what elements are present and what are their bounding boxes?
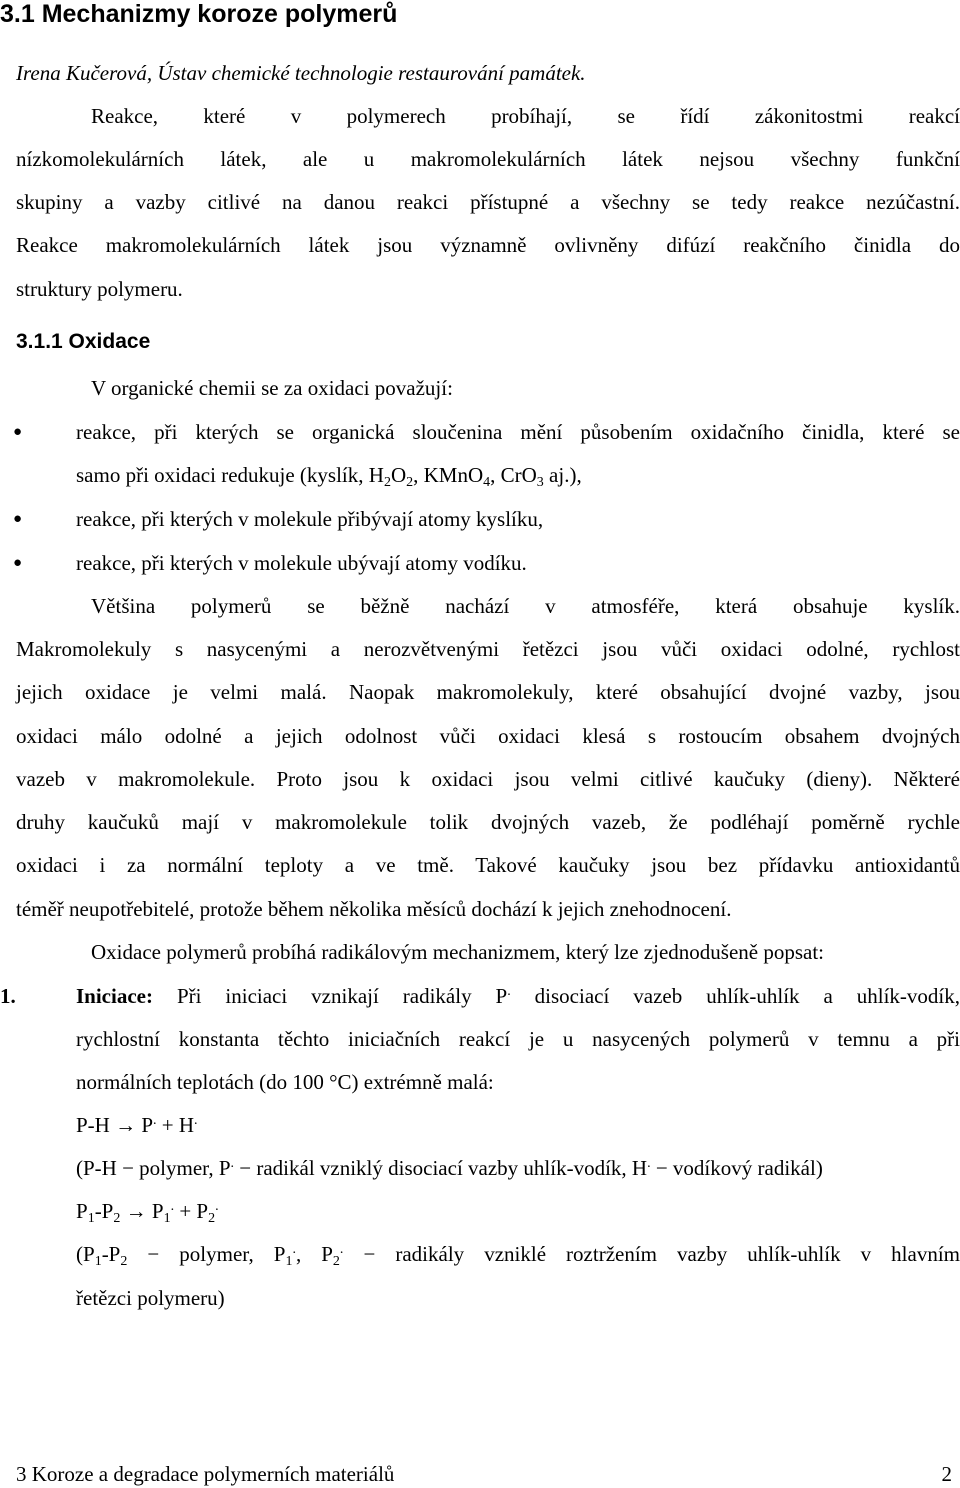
para2-line-4: oxidaci málo odolné a jejich odolnost vůči oxidaci klesá s rostoucím obsahem dvojných <box>16 724 960 748</box>
step-1-line-3: normálních teplotách (do 100 °C) extrémně malá: <box>76 1070 494 1094</box>
bullet-1-line-2: samo při oxidaci redukuje (kyslík, $H_2O_2$, KMnO$_4$, CrO$_3$ aj.), <box>76 463 582 490</box>
bullet-1-line-1: reakce, při kterých se organická sloučenina mění působením oxidačního činidla, které se <box>76 420 960 444</box>
para2-line-7: oxidaci i za normální teploty a ve tmě. Takové kaučuky jsou bez přídavku antioxidantů <box>16 853 960 877</box>
intro-line-4: Reakce makromolekulárních látek jsou významně ovlivněny difúzí reakčního činidla do <box>16 233 960 257</box>
equation-2: $P_1-P_2 \to P_1^. + P_2^.$ <box>76 1199 219 1226</box>
step-1-line-2: rychlostní konstanta těchto iniciačních reakcí je u nasycených polymerů v temnu a při <box>76 1027 960 1051</box>
para2-line-3: jejich oxidace je velmi malá. Naopak makromolekuly, které obsahující dvojné vazby, jsou <box>16 680 960 704</box>
equation-1-note: (P-H − polymer, P. − radikál vzniklý disociací vazby uhlík-vodík, H. − vodíkový radikál) <box>76 1156 823 1180</box>
intro-line-1: Reakce, které v polymerech probíhají, se řídí zákonitostmi reakcí <box>91 104 960 128</box>
bullet-2: reakce, při kterých v molekule přibývají atomy kyslíku, <box>76 507 544 531</box>
intro-line-5: struktury polymeru. <box>16 277 183 301</box>
section-heading: 3.1.1 Oxidace <box>16 330 151 353</box>
intro-line-2: nízkomolekulárních látek, ale u makromolekulárních látek nejsou všechny funkční <box>16 147 960 171</box>
author-line: Irena Kučerová, Ústav chemické technologie restaurování památek. <box>16 61 586 85</box>
equation-2-note-line-2: řetězci polymeru) <box>76 1286 225 1310</box>
step-number: 1. <box>0 984 16 1008</box>
page-number: 2 <box>941 1462 952 1486</box>
mechanism-intro: Oxidace polymerů probíhá radikálovým mechanizmem, který lze zjednodušeně popsat: <box>91 940 825 964</box>
bullet-icon: ● <box>13 555 23 571</box>
para2-line-8: téměř neupotřebitelé, protože během několika měsíců dochází k jejich znehodnocení. <box>16 897 732 921</box>
page-title: 3.1 Mechanizmy koroze polymerů <box>0 0 398 28</box>
bullet-3: reakce, při kterých v molekule ubývají atomy vodíku. <box>76 551 527 575</box>
para2-line-1: Většina polymerů se běžně nachází v atmosféře, která obsahuje kyslík. <box>91 594 960 618</box>
footer-title: 3 Koroze a degradace polymerních materiálů <box>16 1462 395 1486</box>
oxidation-intro: V organické chemii se za oxidaci považují: <box>91 376 453 400</box>
para2-line-6: druhy kaučuků mají v makromolekule tolik dvojných vazeb, že podléhají poměrně rychle <box>16 810 960 834</box>
para2-line-5: vazeb v makromolekule. Proto jsou k oxidaci jsou velmi citlivé kaučuky (dieny). Některé <box>16 767 960 791</box>
intro-line-3: skupiny a vazby citlivé na danou reakci přístupné a všechny se tedy reakce nezúčastní. <box>16 190 960 214</box>
equation-1: P-H → P. + H. <box>76 1113 198 1137</box>
bullet-icon: ● <box>13 424 23 440</box>
bullet-icon: ● <box>13 511 23 527</box>
equation-2-note-line-1: ($P_1-P_2$ − polymer, $P_1^.$, $P_2^.$ − radikály vzniklé roztržením vazby uhlík-uhlík v hlavním <box>76 1242 960 1269</box>
para2-line-2: Makromolekuly s nasycenými a nerozvětvenými řetězci jsou vůči oxidaci odolné, rychlost <box>16 637 960 661</box>
step-1-line-1: Iniciace: Při iniciaci vznikají radikály P. disociací vazeb uhlík-uhlík a uhlík-vodík, <box>76 984 960 1008</box>
